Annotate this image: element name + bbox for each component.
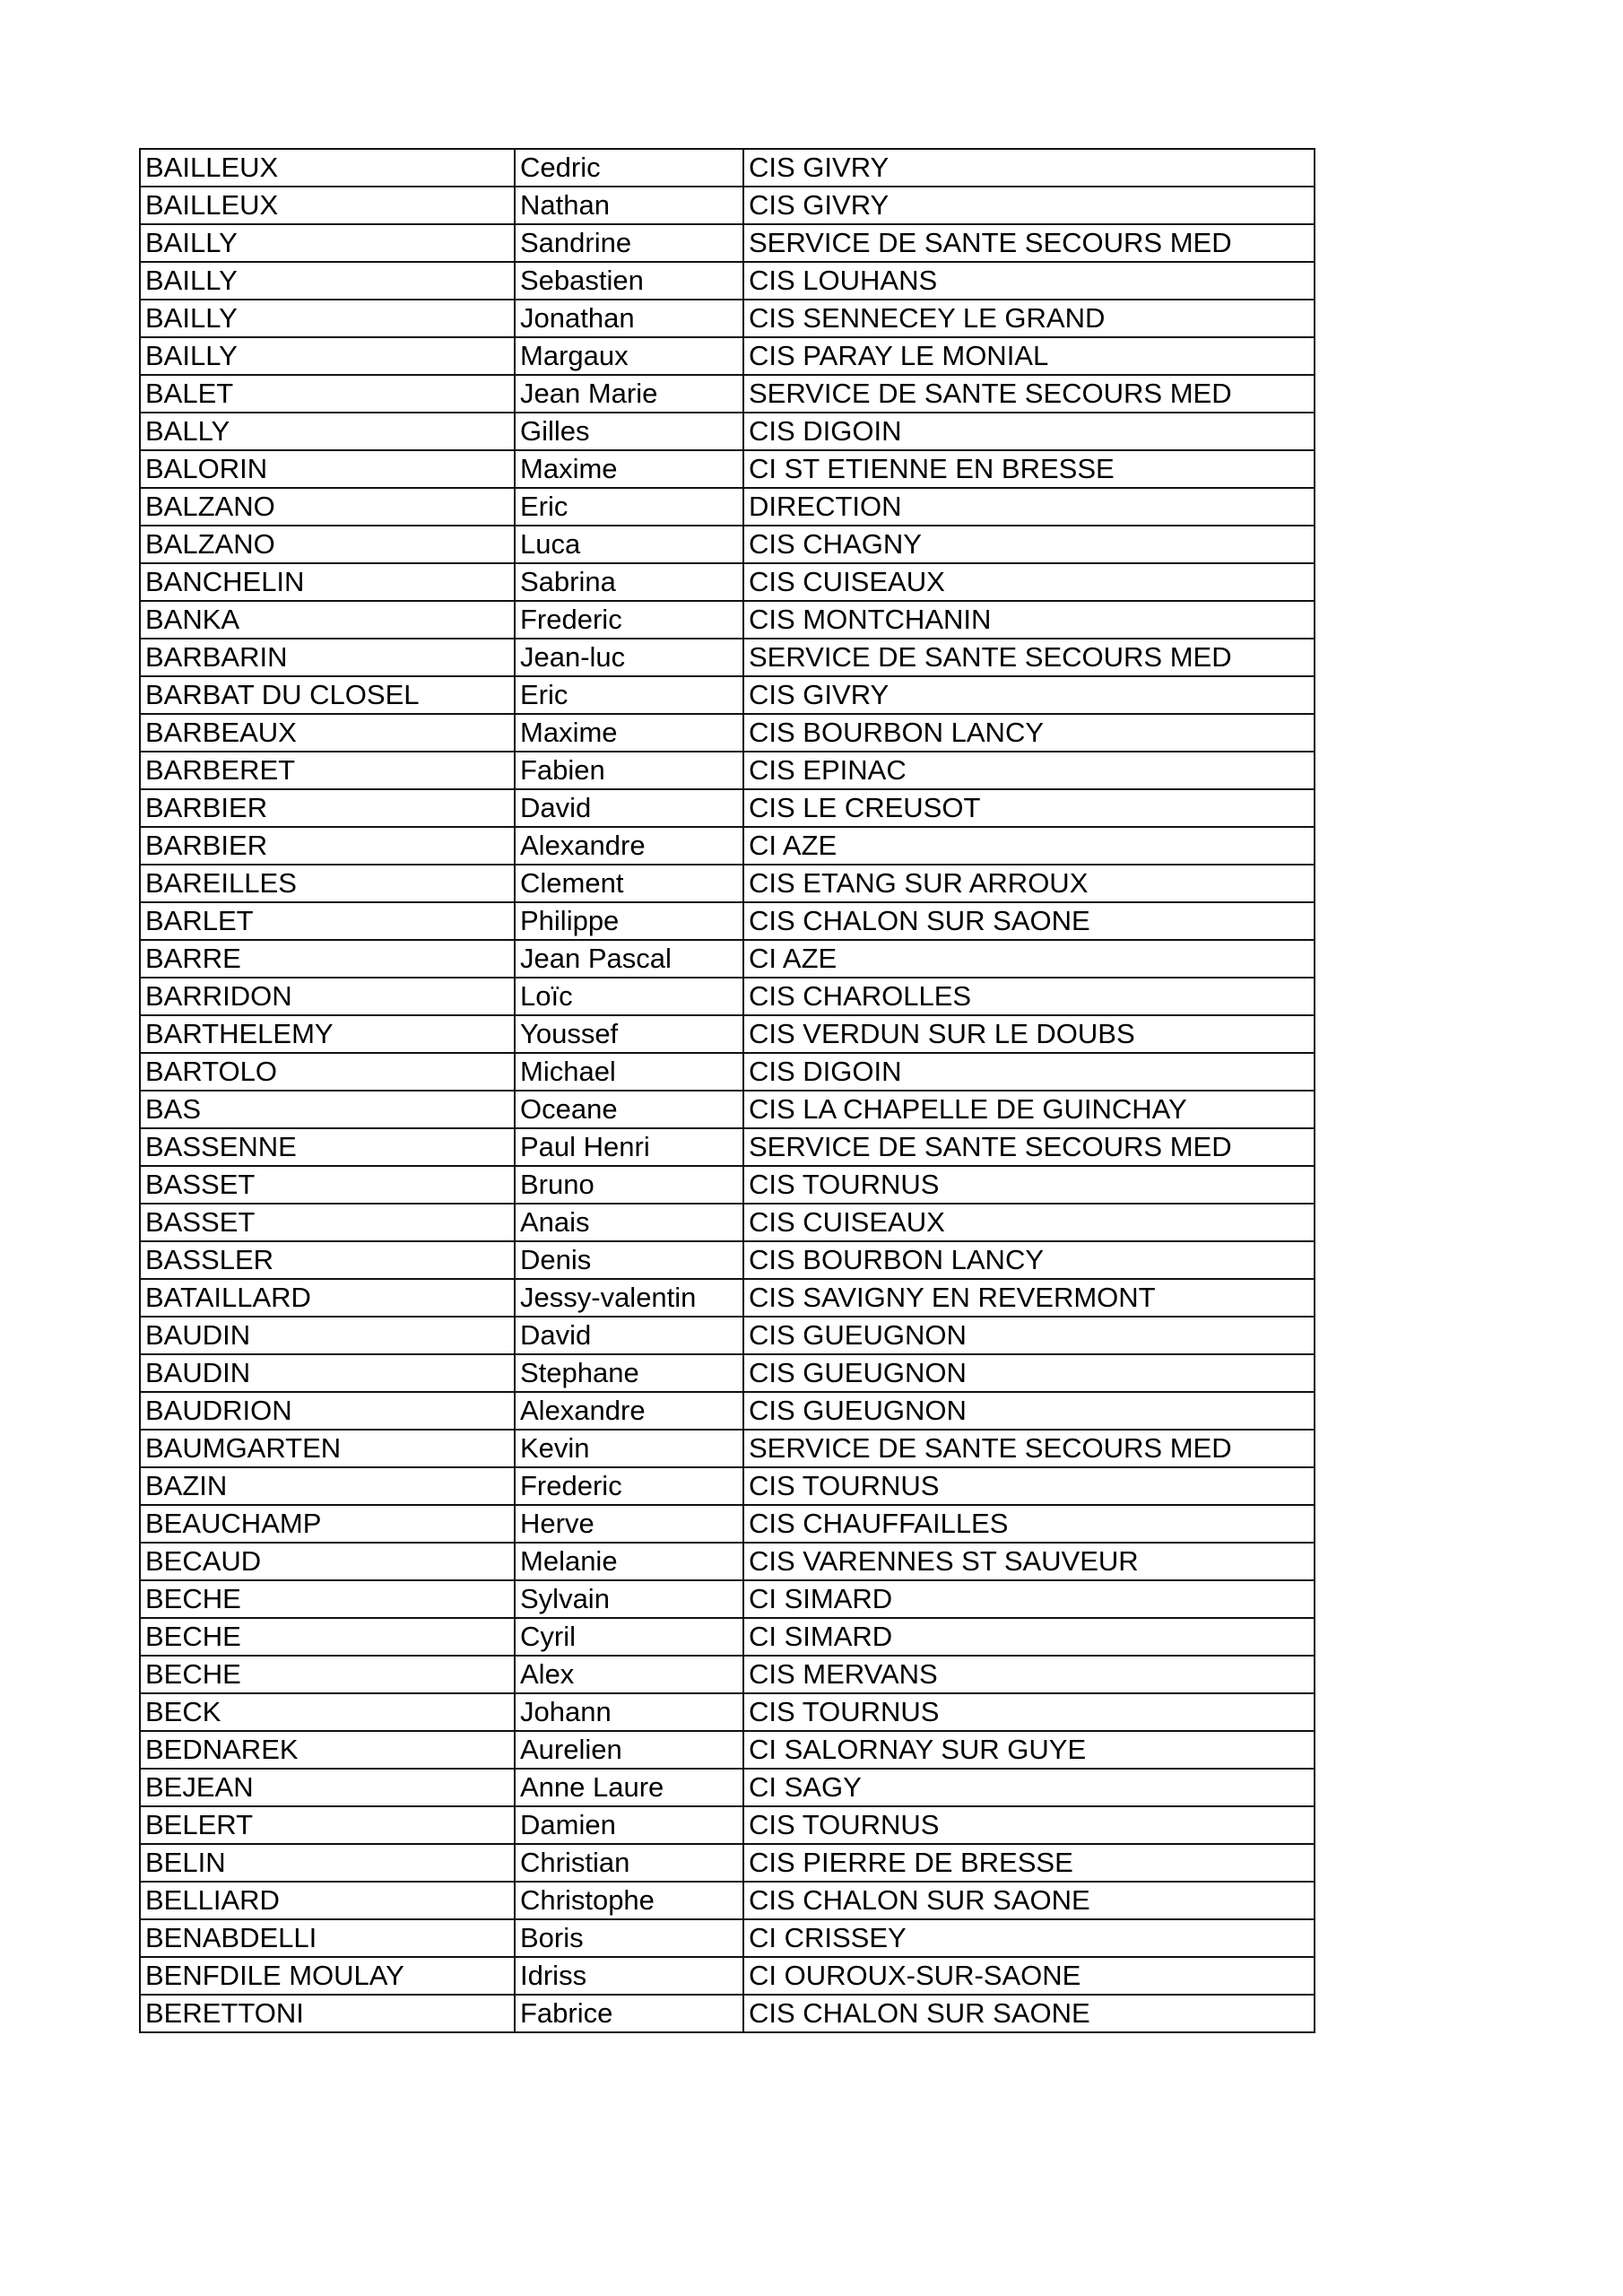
first-name-cell: Jean Pascal (515, 940, 743, 978)
unit-cell: CIS TOURNUS (743, 1806, 1315, 1844)
table-row (140, 149, 1315, 187)
unit-cell: CI SIMARD (743, 1580, 1315, 1618)
last-name-cell: BARBIER (140, 827, 515, 865)
last-name-cell: BALZANO (140, 526, 515, 563)
last-name-cell: BAILLY (140, 337, 515, 375)
first-name-cell: Anais (515, 1204, 743, 1241)
unit-cell: CIS CHAGNY (743, 526, 1315, 563)
table-row (140, 262, 1315, 300)
unit-cell: CI OUROUX-SUR-SAONE (743, 1957, 1315, 1995)
table-row (140, 1467, 1315, 1505)
table-row (140, 1618, 1315, 1656)
last-name-cell: BARBEAUX (140, 714, 515, 752)
first-name-cell: Paul Henri (515, 1128, 743, 1166)
unit-cell: CIS GUEUGNON (743, 1317, 1315, 1354)
unit-cell: CIS LOUHANS (743, 262, 1315, 300)
last-name-cell: BAILLEUX (140, 149, 515, 187)
table-row (140, 526, 1315, 563)
unit-cell: CIS MONTCHANIN (743, 601, 1315, 639)
unit-cell: CIS CHAUFFAILLES (743, 1505, 1315, 1543)
unit-cell: CIS SENNECEY LE GRAND (743, 300, 1315, 337)
table-row (140, 187, 1315, 224)
last-name-cell: BARBAT DU CLOSEL (140, 676, 515, 714)
first-name-cell: Alexandre (515, 1392, 743, 1430)
first-name-cell: Johann (515, 1693, 743, 1731)
unit-cell: CIS DIGOIN (743, 1053, 1315, 1091)
first-name-cell: Frederic (515, 601, 743, 639)
unit-cell: CIS TOURNUS (743, 1467, 1315, 1505)
unit-cell: CI AZE (743, 827, 1315, 865)
unit-cell: CIS GIVRY (743, 149, 1315, 187)
first-name-cell: Jonathan (515, 300, 743, 337)
first-name-cell: Sylvain (515, 1580, 743, 1618)
last-name-cell: BECHE (140, 1656, 515, 1693)
first-name-cell: David (515, 1317, 743, 1354)
personnel-table-body (140, 149, 1315, 2032)
unit-cell: CIS SAVIGNY EN REVERMONT (743, 1279, 1315, 1317)
last-name-cell: BALLY (140, 413, 515, 450)
first-name-cell: Maxime (515, 450, 743, 488)
table-row (140, 1769, 1315, 1806)
first-name-cell: Alex (515, 1656, 743, 1693)
first-name-cell: Philippe (515, 902, 743, 940)
table-row (140, 450, 1315, 488)
table-row (140, 714, 1315, 752)
last-name-cell: BAILLY (140, 300, 515, 337)
last-name-cell: BAILLY (140, 224, 515, 262)
table-row (140, 1053, 1315, 1091)
table-row (140, 563, 1315, 601)
unit-cell: CIS CUISEAUX (743, 1204, 1315, 1241)
unit-cell: DIRECTION (743, 488, 1315, 526)
unit-cell: CIS GUEUGNON (743, 1392, 1315, 1430)
last-name-cell: BATAILLARD (140, 1279, 515, 1317)
first-name-cell: Cedric (515, 149, 743, 187)
first-name-cell: Jean-luc (515, 639, 743, 676)
table-row (140, 752, 1315, 789)
last-name-cell: BECAUD (140, 1543, 515, 1580)
unit-cell: SERVICE DE SANTE SECOURS MED (743, 639, 1315, 676)
table-row (140, 865, 1315, 902)
unit-cell: CIS VERDUN SUR LE DOUBS (743, 1015, 1315, 1053)
first-name-cell: Herve (515, 1505, 743, 1543)
last-name-cell: BARTOLO (140, 1053, 515, 1091)
unit-cell: CIS CUISEAUX (743, 563, 1315, 601)
first-name-cell: Oceane (515, 1091, 743, 1128)
first-name-cell: Kevin (515, 1430, 743, 1467)
unit-cell: CI CRISSEY (743, 1919, 1315, 1957)
table-row (140, 1919, 1315, 1957)
first-name-cell: Jean Marie (515, 375, 743, 413)
last-name-cell: BAILLEUX (140, 187, 515, 224)
last-name-cell: BALORIN (140, 450, 515, 488)
unit-cell: CIS BOURBON LANCY (743, 1241, 1315, 1279)
last-name-cell: BANCHELIN (140, 563, 515, 601)
table-row (140, 1731, 1315, 1769)
last-name-cell: BARBARIN (140, 639, 515, 676)
last-name-cell: BASSENNE (140, 1128, 515, 1166)
table-row (140, 1091, 1315, 1128)
first-name-cell: Melanie (515, 1543, 743, 1580)
unit-cell: CIS PIERRE DE BRESSE (743, 1844, 1315, 1882)
unit-cell: CIS EPINAC (743, 752, 1315, 789)
personnel-table (139, 148, 1315, 2033)
first-name-cell: Stephane (515, 1354, 743, 1392)
table-row (140, 1128, 1315, 1166)
unit-cell: CIS LE CREUSOT (743, 789, 1315, 827)
unit-cell: CI SALORNAY SUR GUYE (743, 1731, 1315, 1769)
table-row (140, 1844, 1315, 1882)
unit-cell: SERVICE DE SANTE SECOURS MED (743, 1430, 1315, 1467)
first-name-cell: Boris (515, 1919, 743, 1957)
last-name-cell: BAS (140, 1091, 515, 1128)
table-row (140, 1995, 1315, 2032)
first-name-cell: Fabien (515, 752, 743, 789)
table-row (140, 1015, 1315, 1053)
first-name-cell: Christian (515, 1844, 743, 1882)
first-name-cell: Luca (515, 526, 743, 563)
last-name-cell: BAILLY (140, 262, 515, 300)
unit-cell: CIS TOURNUS (743, 1693, 1315, 1731)
table-row (140, 488, 1315, 526)
table-row (140, 1806, 1315, 1844)
table-row (140, 1505, 1315, 1543)
table-row (140, 1317, 1315, 1354)
last-name-cell: BEJEAN (140, 1769, 515, 1806)
last-name-cell: BAUDIN (140, 1317, 515, 1354)
first-name-cell: Jessy-valentin (515, 1279, 743, 1317)
last-name-cell: BALET (140, 375, 515, 413)
last-name-cell: BAREILLES (140, 865, 515, 902)
last-name-cell: BASSLER (140, 1241, 515, 1279)
unit-cell: CIS MERVANS (743, 1656, 1315, 1693)
unit-cell: CIS CHALON SUR SAONE (743, 1995, 1315, 2032)
first-name-cell: Eric (515, 676, 743, 714)
last-name-cell: BENABDELLI (140, 1919, 515, 1957)
table-row (140, 978, 1315, 1015)
last-name-cell: BASSET (140, 1166, 515, 1204)
first-name-cell: Nathan (515, 187, 743, 224)
last-name-cell: BARBIER (140, 789, 515, 827)
first-name-cell: Idriss (515, 1957, 743, 1995)
first-name-cell: Christophe (515, 1882, 743, 1919)
table-row (140, 676, 1315, 714)
table-row (140, 300, 1315, 337)
first-name-cell: Eric (515, 488, 743, 526)
table-row (140, 375, 1315, 413)
last-name-cell: BECK (140, 1693, 515, 1731)
first-name-cell: Fabrice (515, 1995, 743, 2032)
unit-cell: CI AZE (743, 940, 1315, 978)
unit-cell: CIS VARENNES ST SAUVEUR (743, 1543, 1315, 1580)
last-name-cell: BENFDILE MOULAY (140, 1957, 515, 1995)
first-name-cell: Michael (515, 1053, 743, 1091)
last-name-cell: BANKA (140, 601, 515, 639)
unit-cell: CIS PARAY LE MONIAL (743, 337, 1315, 375)
table-row (140, 1580, 1315, 1618)
last-name-cell: BARTHELEMY (140, 1015, 515, 1053)
unit-cell: CIS BOURBON LANCY (743, 714, 1315, 752)
table-row (140, 789, 1315, 827)
last-name-cell: BAUDIN (140, 1354, 515, 1392)
table-row (140, 1656, 1315, 1693)
unit-cell: CIS GIVRY (743, 187, 1315, 224)
first-name-cell: Aurelien (515, 1731, 743, 1769)
table-row (140, 413, 1315, 450)
last-name-cell: BARRIDON (140, 978, 515, 1015)
unit-cell: CIS GUEUGNON (743, 1354, 1315, 1392)
first-name-cell: Maxime (515, 714, 743, 752)
last-name-cell: BALZANO (140, 488, 515, 526)
unit-cell: SERVICE DE SANTE SECOURS MED (743, 1128, 1315, 1166)
first-name-cell: Sandrine (515, 224, 743, 262)
first-name-cell: Gilles (515, 413, 743, 450)
unit-cell: CIS CHAROLLES (743, 978, 1315, 1015)
table-row (140, 1354, 1315, 1392)
last-name-cell: BARBERET (140, 752, 515, 789)
first-name-cell: Clement (515, 865, 743, 902)
last-name-cell: BEDNAREK (140, 1731, 515, 1769)
table-row (140, 1392, 1315, 1430)
table-row (140, 224, 1315, 262)
unit-cell: CIS TOURNUS (743, 1166, 1315, 1204)
table-row (140, 1882, 1315, 1919)
last-name-cell: BEAUCHAMP (140, 1505, 515, 1543)
last-name-cell: BASSET (140, 1204, 515, 1241)
unit-cell: CI SAGY (743, 1769, 1315, 1806)
last-name-cell: BARRE (140, 940, 515, 978)
table-row (140, 639, 1315, 676)
table-row (140, 1693, 1315, 1731)
table-row (140, 902, 1315, 940)
unit-cell: CI ST ETIENNE EN BRESSE (743, 450, 1315, 488)
table-row (140, 1166, 1315, 1204)
unit-cell: CIS CHALON SUR SAONE (743, 902, 1315, 940)
unit-cell: CIS CHALON SUR SAONE (743, 1882, 1315, 1919)
first-name-cell: Sebastien (515, 262, 743, 300)
first-name-cell: Loïc (515, 978, 743, 1015)
table-row (140, 1241, 1315, 1279)
last-name-cell: BAZIN (140, 1467, 515, 1505)
unit-cell: SERVICE DE SANTE SECOURS MED (743, 224, 1315, 262)
first-name-cell: Cyril (515, 1618, 743, 1656)
unit-cell: CIS GIVRY (743, 676, 1315, 714)
table-row (140, 1430, 1315, 1467)
last-name-cell: BECHE (140, 1618, 515, 1656)
first-name-cell: Alexandre (515, 827, 743, 865)
first-name-cell: Margaux (515, 337, 743, 375)
last-name-cell: BARLET (140, 902, 515, 940)
table-row (140, 940, 1315, 978)
last-name-cell: BELIN (140, 1844, 515, 1882)
first-name-cell: Bruno (515, 1166, 743, 1204)
first-name-cell: Anne Laure (515, 1769, 743, 1806)
last-name-cell: BERETTONI (140, 1995, 515, 2032)
last-name-cell: BELLIARD (140, 1882, 515, 1919)
first-name-cell: Frederic (515, 1467, 743, 1505)
last-name-cell: BAUMGARTEN (140, 1430, 515, 1467)
table-row (140, 1543, 1315, 1580)
unit-cell: CIS LA CHAPELLE DE GUINCHAY (743, 1091, 1315, 1128)
first-name-cell: Damien (515, 1806, 743, 1844)
table-row (140, 601, 1315, 639)
first-name-cell: Denis (515, 1241, 743, 1279)
table-row (140, 337, 1315, 375)
table-row (140, 1957, 1315, 1995)
unit-cell: CIS ETANG SUR ARROUX (743, 865, 1315, 902)
first-name-cell: David (515, 789, 743, 827)
unit-cell: SERVICE DE SANTE SECOURS MED (743, 375, 1315, 413)
first-name-cell: Sabrina (515, 563, 743, 601)
last-name-cell: BAUDRION (140, 1392, 515, 1430)
unit-cell: CIS DIGOIN (743, 413, 1315, 450)
table-row (140, 1279, 1315, 1317)
unit-cell: CI SIMARD (743, 1618, 1315, 1656)
first-name-cell: Youssef (515, 1015, 743, 1053)
table-row (140, 827, 1315, 865)
table-row (140, 1204, 1315, 1241)
last-name-cell: BELERT (140, 1806, 515, 1844)
last-name-cell: BECHE (140, 1580, 515, 1618)
